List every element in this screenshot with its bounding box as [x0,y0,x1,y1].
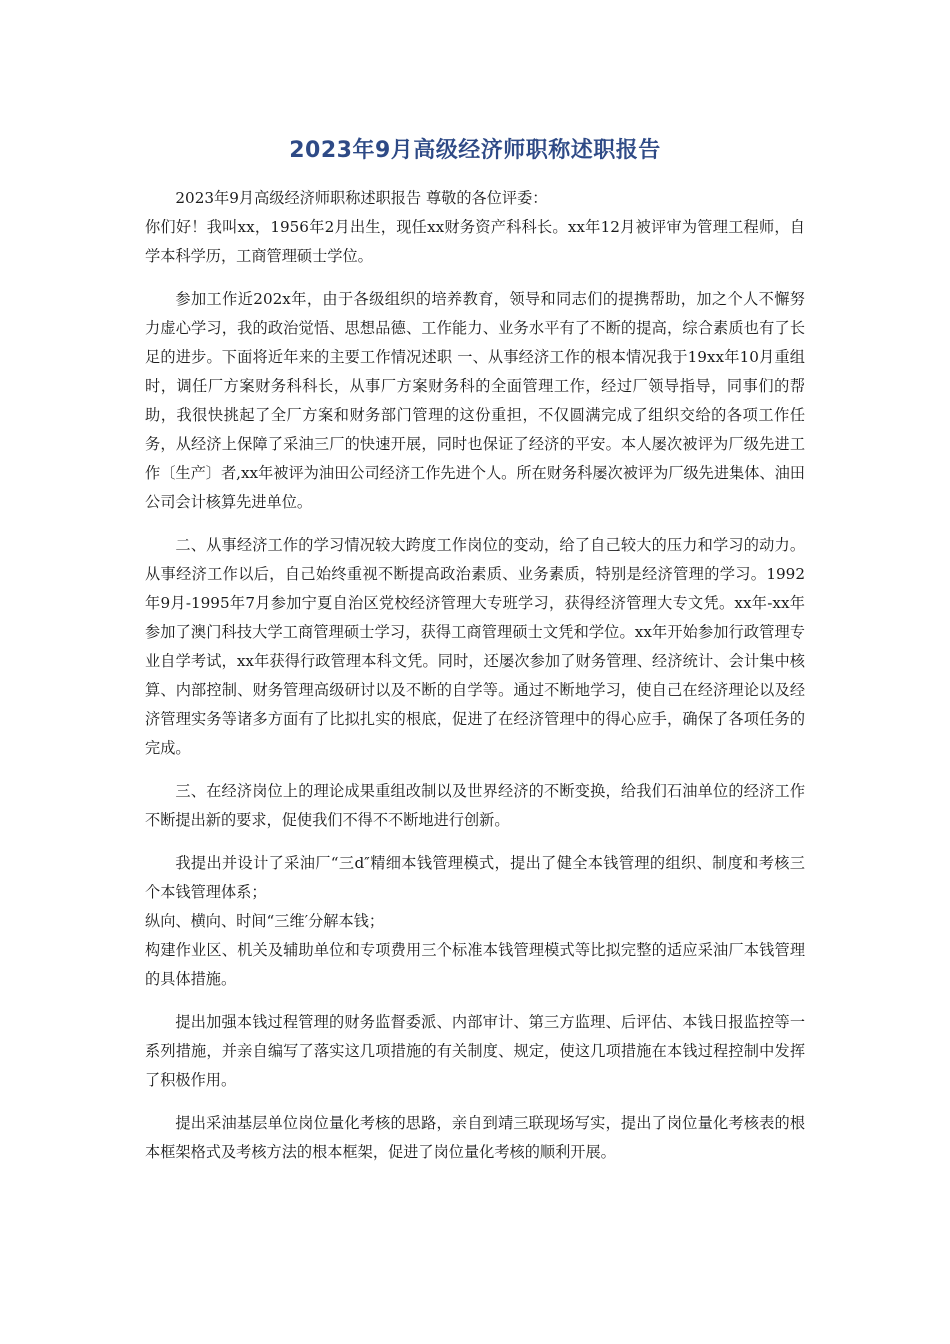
paragraph-quantified-assessment: 提出采油基层单位岗位量化考核的思路，亲自到靖三联现场写实，提出了岗位量化考核表的根本框架格式及考核方法的根本框架，促进了岗位量化考核的顺利开展。 [145,1114,805,1161]
paragraph-process-control: 提出加强本钱过程管理的财务监督委派、内部审计、第三方监理、后评估、本钱日报监控等一系列措施，并亲自编写了落实这几项措施的有关制度、规定，使这几项措施在本钱过程控制中发挥了积极作用。 [145,1013,805,1089]
paragraph-study-history: 二、从事经济工作的学习情况较大跨度工作岗位的变动，给了自己较大的压力和学习的动力。从事经济工作以后，自己始终重视不断提高政治素质、业务素质，特别是经济管理的学习。1992年9月-1995年7月参加宁夏自治区党校经济管理大专班学习，获得经济管理大专文凭。xx年-xx年参加了澳门科技大学工商管理硕士学习，获得工商管理硕士文凭和学位。xx年开始参加行政管理专业自学考试，xx年获得行政管理本科文凭。同时，还屡次参加了财务管理、经济统计、会计集中核算、内部控制、财务管理高级研讨以及不断的自学等。通过不断地学习，使自己在经济理论以及经济管理实务等诸多方面有了比拟扎实的根底，促进了在经济管理中的得心应手，确保了各项任务的完成。 [145,536,805,757]
paragraph-salutation: 2023年9月高级经济师职称述职报告 尊敬的各位评委： [175,189,548,207]
paragraph-work-overview: 参加工作近202x年，由于各级组织的培养教育，领导和同志们的提携帮助，加之个人不懈努力虚心学习，我的政治觉悟、思想品德、工作能力、业务水平有了不断的提高，综合素质也有了长足的进步。下面将近年来的主要工作情况述职 一、从事经济工作的根本情况我于19xx年10月重组时，调任厂方案财务科科长，从事厂方案财务科的全面管理工作，经过厂领导指导，同事们的帮助，我很快挑起了全厂方案和财务部门管理的这份重担，不仅圆满完成了组织交给的各项工作任务，从经济上保障了采油三厂的快速开展，同时也保证了经济的平安。本人屡次被评为厂级先进工作〔生产〕者,xx年被评为油田公司经济工作先进个人。所在财务科屡次被评为厂级先进集体、油田公司会计核算先进单位。 [145,290,805,511]
document-title: 2023年9月高级经济师职称述职报告 [289,138,661,163]
paragraph-cost-model: 我提出并设计了采油厂“三d″精细本钱管理模式，提出了健全本钱管理的组织、制度和考核三个本钱管理体系； [145,854,805,901]
paragraph-standard-cost-model: 构建作业区、机关及辅助单位和专项费用三个标准本钱管理模式等比拟完整的适应采油厂本钱管理的具体措施。 [145,941,805,988]
paragraph-three-dimensions: 纵向、横向、时间“三维′分解本钱； [145,912,385,930]
document-body [145,184,805,1167]
paragraph-achievements-intro: 三、在经济岗位上的理论成果重组改制以及世界经济的不断变换，给我们石油单位的经济工作不断提出新的要求，促使我们不得不不断地进行创新。 [145,782,805,829]
paragraph-introduction: 你们好！我叫xx，1956年2月出生，现任xx财务资产科科长。xx年12月被评审为管理工程师，自学本科学历，工商管理硕士学位。 [145,218,805,265]
